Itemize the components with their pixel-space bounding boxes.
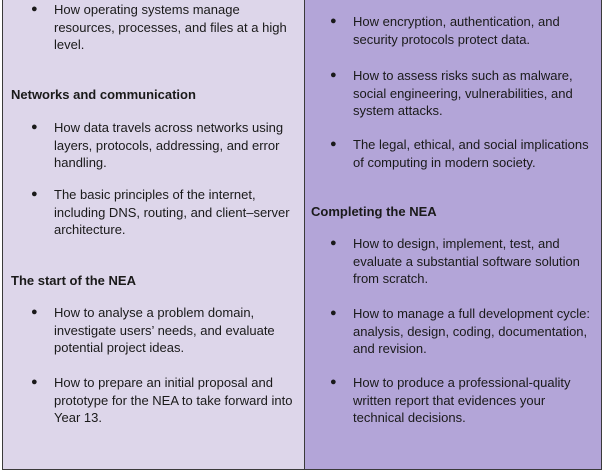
list-item <box>330 235 595 288</box>
curriculum-table <box>2 0 602 470</box>
bullet-dot: ● <box>330 15 337 27</box>
list-item <box>330 374 595 427</box>
list-item <box>330 305 595 358</box>
list-item <box>31 374 299 427</box>
bullet-text: The basic principles of the internet, including DNS, routing, and client–server architecture. <box>54 187 290 237</box>
section-heading-nea-complete: Completing the NEA <box>311 204 437 219</box>
list-item <box>31 186 299 239</box>
list-item <box>330 136 595 171</box>
bullet-dot: ● <box>31 188 38 200</box>
bullet-dot: ● <box>330 376 337 388</box>
bullet-dot: ● <box>330 237 337 249</box>
list-item <box>330 13 595 48</box>
bullet-text: How encryption, authentication, and security protocols protect data. <box>353 14 560 47</box>
bullet-text: How to analyse a problem domain, investigate users’ needs, and evaluate potential project ideas. <box>54 305 275 355</box>
bullet-dot: ● <box>31 376 38 388</box>
bullet-text: How operating systems manage resources, processes, and files at a high level. <box>54 2 287 52</box>
bullet-dot: ● <box>31 3 38 15</box>
list-item <box>31 119 299 172</box>
left-column <box>3 0 305 469</box>
list-item <box>330 67 595 120</box>
bullet-text: How to manage a full development cycle: analysis, design, coding, documentation, and revision. <box>353 306 591 356</box>
bullet-text: How to design, implement, test, and evaluate a substantial software solution from scratch. <box>353 236 580 286</box>
bullet-text: How to prepare an initial proposal and prototype for the NEA to take forward into Year 13. <box>54 375 293 425</box>
bullet-dot: ● <box>31 121 38 133</box>
section-heading-nea-start: The start of the NEA <box>11 273 136 288</box>
list-item <box>31 304 299 357</box>
bullet-dot: ● <box>330 69 337 81</box>
bullet-text: How to assess risks such as malware, social engineering, vulnerabilities, and system attacks. <box>353 68 573 118</box>
bullet-text: The legal, ethical, and social implications of computing in modern society. <box>353 137 589 170</box>
right-column <box>305 0 601 469</box>
bullet-text: How to produce a professional-quality written report that evidences your technical decisions. <box>353 375 571 425</box>
section-heading-networks: Networks and communication <box>11 87 196 102</box>
bullet-dot: ● <box>330 138 337 150</box>
bullet-text: How data travels across networks using layers, protocols, addressing, and error handling. <box>54 120 284 170</box>
list-item <box>31 1 299 54</box>
bullet-dot: ● <box>330 307 337 319</box>
bullet-dot: ● <box>31 306 38 318</box>
